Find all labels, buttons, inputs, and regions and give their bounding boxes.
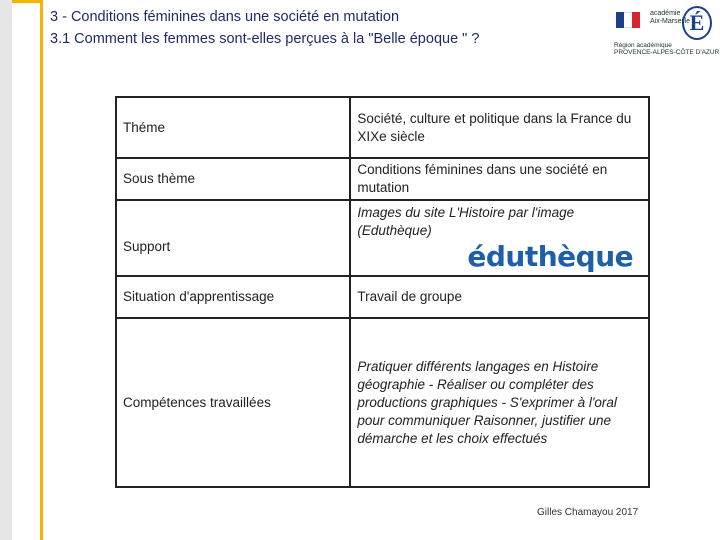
row-label: Compétences travaillées [116,318,350,487]
row-label: Support [116,200,350,276]
row-value: Pratiquer différents langages en Histoire géographie - Réaliser ou compléter des productions graphiques - S'exprimer à l'oral pour communiquer Raisonner, justifier une démarche et les choix effectués [350,318,649,487]
table-row [116,318,649,487]
table-row [116,200,649,276]
row-label: Théme [116,97,350,158]
row-value: Conditions féminines dans une société en mutation [350,158,649,200]
row-value: Travail de groupe [350,276,649,318]
support-text: Images du site L'Histoire par l'image (Eduthèque) [357,205,575,238]
edutheque-logo: éduthèque [467,240,634,273]
row-label: Sous thème [116,158,350,200]
region-line2: PROVENCE-ALPES-CÔTE D'AZUR [614,49,720,56]
info-table [115,96,650,488]
academie-logo [612,6,720,56]
row-label: Situation d'apprentissage [116,276,350,318]
page-subtitle: 3.1 Comment les femmes sont-elles perçues à la "Belle époque " ? [50,31,480,47]
footer-author: Gilles Chamayou 2017 [537,507,639,518]
table-row [116,158,649,200]
french-flag-icon [616,12,640,28]
top-accent-bar [12,0,43,3]
academie-emblem-icon: É [682,6,712,40]
row-value: Société, culture et politique dans la France du XIXe siècle [350,97,649,158]
table-row [116,97,649,158]
academie-name: académie Aix-Marseille [650,10,691,25]
row-value [350,200,649,276]
region-line1: Région académique [614,42,672,49]
left-gray-bar [0,0,12,540]
page-title: 3 - Conditions féminines dans une société en mutation [50,9,400,25]
table-row [116,276,649,318]
left-accent-bar [40,0,43,540]
